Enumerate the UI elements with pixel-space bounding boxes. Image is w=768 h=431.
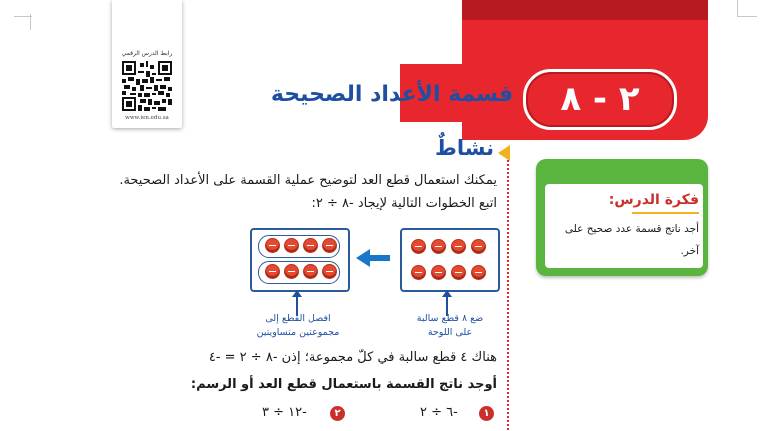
counter-tile-negative xyxy=(266,265,279,278)
activity-arrow-icon xyxy=(498,145,510,161)
lesson-banner-shade xyxy=(462,0,708,20)
counter-tile-negative xyxy=(432,266,445,279)
activity-conclusion: هناك ٤ قطع سالبة في كلّ مجموعة؛ إذن -٨ ÷ ٢ = -٤ xyxy=(208,350,497,365)
exercise-expression: -١٢ ÷ ٣ xyxy=(262,405,307,420)
crop-mark xyxy=(14,16,32,17)
lesson-idea-underline xyxy=(632,212,699,214)
qr-card[interactable] xyxy=(112,0,182,128)
exercise-badge: ١ xyxy=(479,406,494,421)
activity-heading: نشاطٌ xyxy=(435,136,494,160)
counter-tile-negative xyxy=(285,265,298,278)
counter-tile-negative xyxy=(412,240,425,253)
exercise-expression: -٦ ÷ ٢ xyxy=(420,405,458,420)
exercise-heading: أوجد ناتج القسمة باستعمال قطع العد أو الرسم: xyxy=(190,377,497,392)
caption-line: ضع ٨ قطع سالبة xyxy=(416,313,484,324)
caption-place-tiles xyxy=(410,312,490,340)
counter-tile-negative xyxy=(266,239,279,252)
column-divider xyxy=(507,160,509,430)
counter-tile-negative xyxy=(323,265,336,278)
counter-tile-negative xyxy=(412,266,425,279)
lesson-title: قسمة الأعداد الصحيحة xyxy=(270,82,514,107)
caption-line: افصل القطع إلى xyxy=(265,313,331,324)
counter-tile-negative xyxy=(285,239,298,252)
qr-label: رابط الدرس الرقمي xyxy=(121,50,173,57)
tile-board-initial xyxy=(400,228,500,292)
counter-tile-negative xyxy=(472,240,485,253)
tile-board-grouped xyxy=(250,228,350,292)
exercise-badge: ٢ xyxy=(330,406,345,421)
counter-tile-negative xyxy=(432,240,445,253)
activity-steps: اتبع الخطوات التالية لإيجاد -٨ ÷ ٢: xyxy=(311,196,497,211)
crop-mark xyxy=(737,16,757,17)
counter-tile-negative xyxy=(452,266,465,279)
lesson-idea-title: فكرة الدرس: xyxy=(608,192,699,208)
counter-tile-negative xyxy=(304,265,317,278)
activity-intro: يمكنك استعمال قطع العد لتوضيح عملية القسمة على الأعداد الصحيحة. xyxy=(119,173,497,188)
counter-tile-negative xyxy=(323,239,336,252)
transform-arrow-icon xyxy=(370,255,390,261)
caption-line: مجموعتين متساويتين xyxy=(256,327,340,338)
counter-tile-negative xyxy=(452,240,465,253)
lesson-number: ٢ - ٨ xyxy=(560,79,640,119)
counter-tile-negative xyxy=(472,266,485,279)
caption-line: على اللوحة xyxy=(427,327,473,338)
qr-code-icon[interactable] xyxy=(122,61,172,111)
counter-tile-negative xyxy=(304,239,317,252)
qr-url[interactable]: www.ien.edu.sa xyxy=(125,115,169,121)
crop-mark xyxy=(737,0,738,16)
lesson-idea-text: أجد ناتج قسمة عدد صحيح على آخر. xyxy=(564,223,699,257)
caption-separate-tiles xyxy=(252,312,344,340)
transform-arrow-head-icon xyxy=(356,249,370,267)
